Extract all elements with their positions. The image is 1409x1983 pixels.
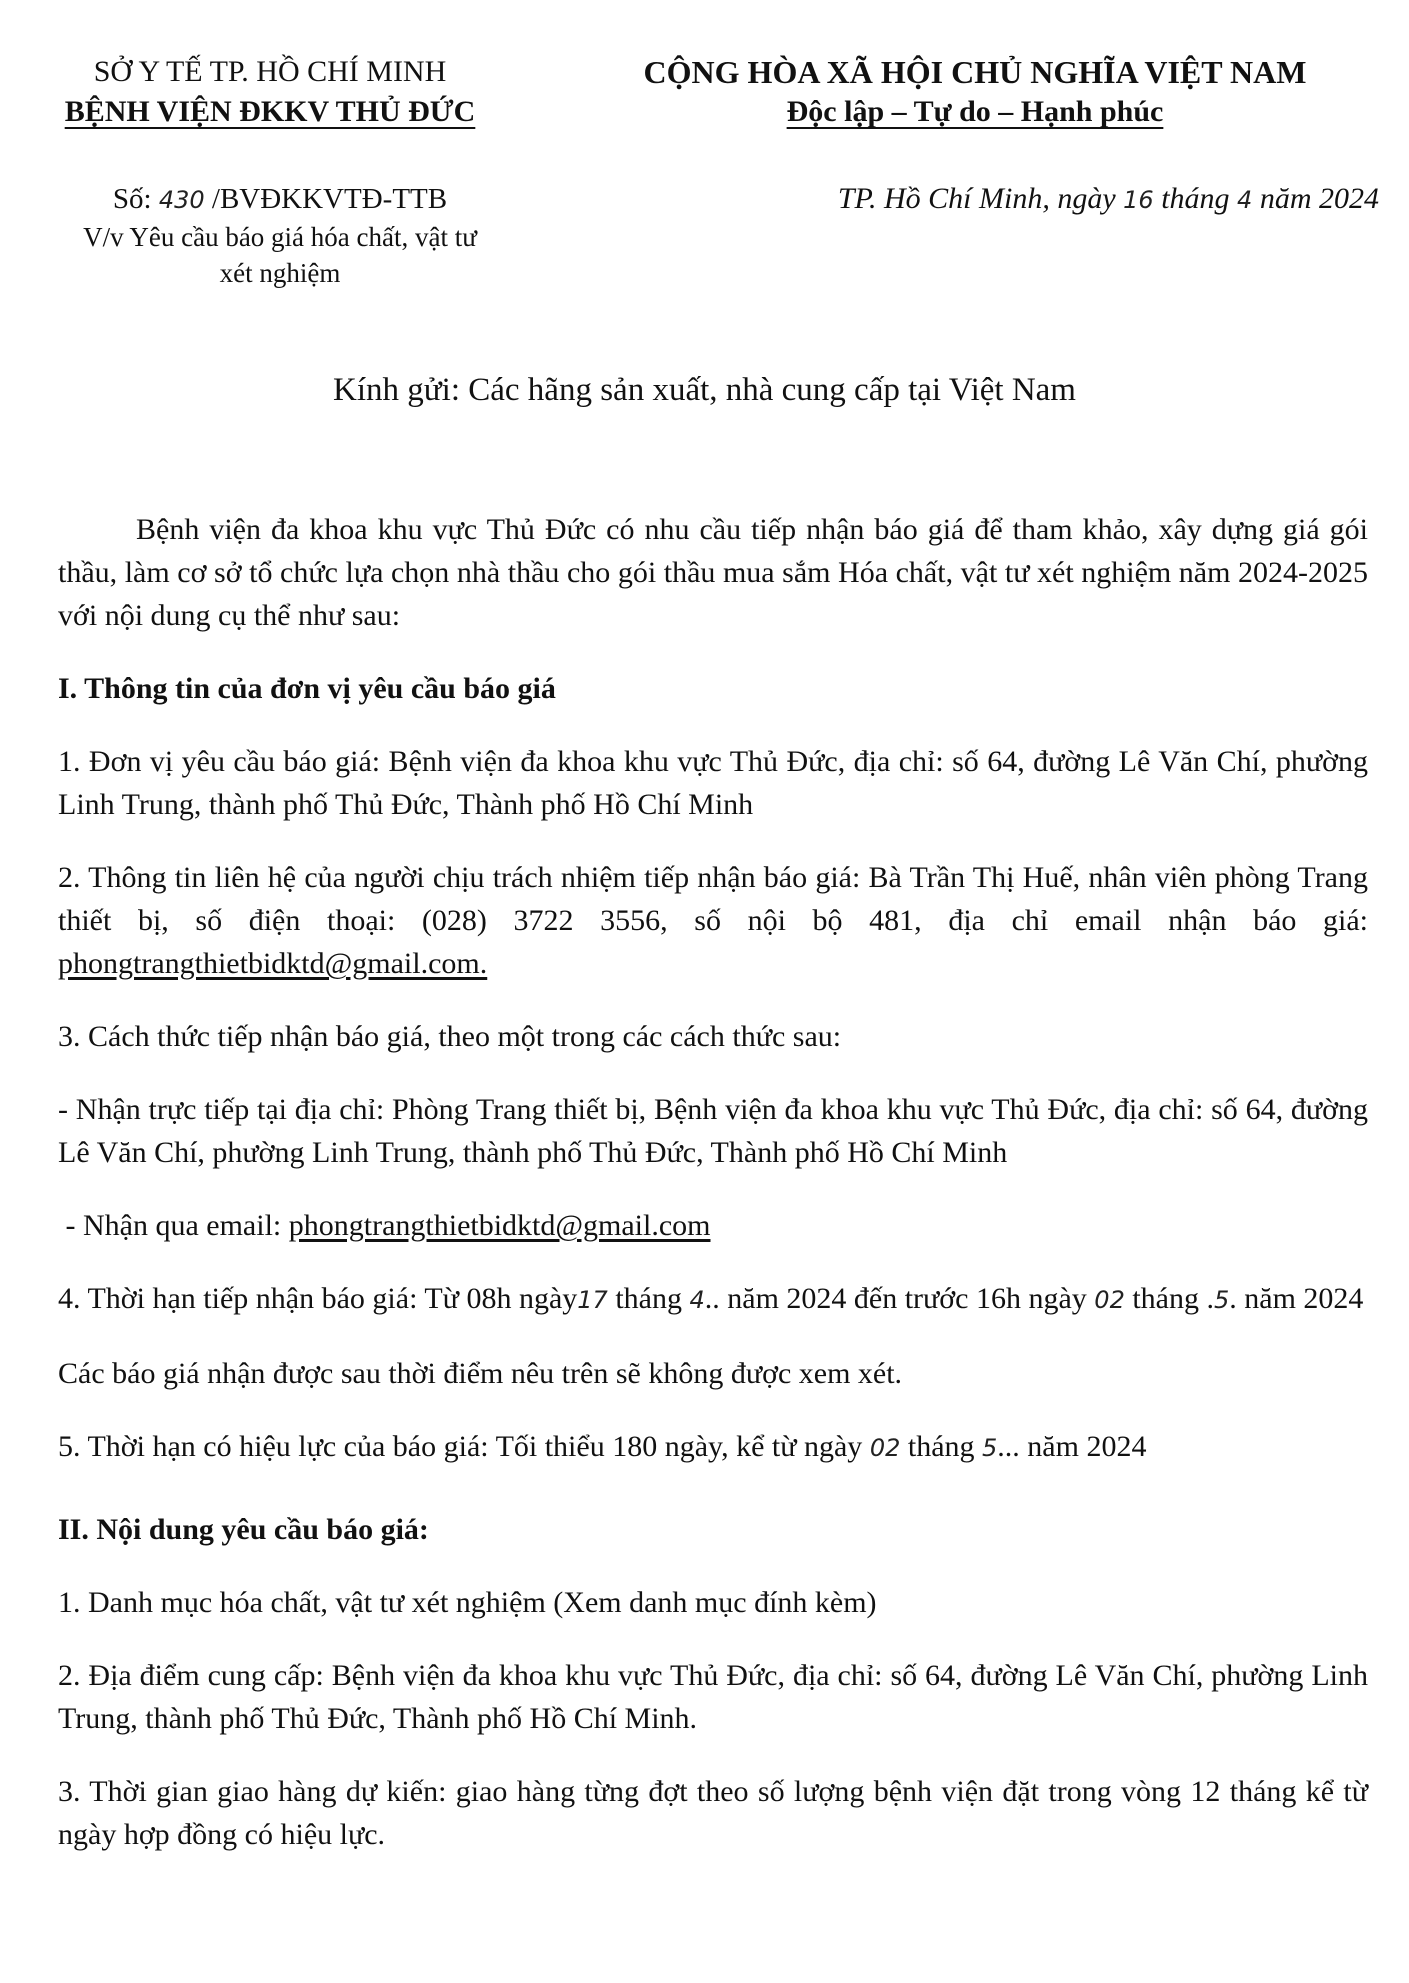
handwritten-start-month: 4 bbox=[689, 1286, 705, 1314]
handwritten-valid-month: 5 bbox=[982, 1434, 998, 1462]
subject-line-1: V/v Yêu cầu báo giá hóa chất, vật tư bbox=[83, 222, 477, 252]
agency-parent: SỞ Y TẾ TP. HỒ CHÍ MINH bbox=[93, 55, 447, 88]
issue-date: TP. Hồ Chí Minh, ngày 16 tháng 4 năm 2024 bbox=[837, 182, 1379, 215]
section-1-item-5: 5. Thời hạn có hiệu lực của báo giá: Tối thiểu 180 ngày, kể từ ngày 02 tháng 5... năm 2024 bbox=[58, 1430, 1147, 1463]
letter-body bbox=[58, 508, 1368, 1856]
section-2-item-1: 1. Danh mục hóa chất, vật tư xét nghiệm (Xem danh mục đính kèm) bbox=[58, 1586, 877, 1619]
section-2-item-3: 3. Thời gian giao hàng dự kiến: giao hàng từng đợt theo số lượng bệnh viện đặt trong vòng 12 tháng kể từ ngày hợp đồng có hiệu lực. bbox=[58, 1775, 1368, 1851]
handwritten-valid-day: 02 bbox=[869, 1434, 901, 1462]
document-number-block bbox=[30, 180, 530, 291]
agency-name: BỆNH VIỆN ĐKKV THỦ ĐỨC bbox=[64, 95, 476, 128]
issuing-agency bbox=[10, 52, 530, 132]
handwritten-start-day: 17 bbox=[577, 1286, 608, 1314]
section-1-title: I. Thông tin của đơn vị yêu cầu báo giá bbox=[58, 672, 556, 705]
section-1-item-4: 4. Thời hạn tiếp nhận báo giá: Từ 08h ngày17 tháng 4.. năm 2024 đến trước 16h ngày 02 tháng .5. năm 2024 bbox=[58, 1282, 1364, 1315]
handwritten-end-day: 02 bbox=[1094, 1286, 1125, 1314]
section-1-item-3: 3. Cách thức tiếp nhận báo giá, theo một trong các cách thức sau: bbox=[58, 1020, 842, 1053]
receive-email: - Nhận qua email: phongtrangthietbidktd@gmail.com bbox=[65, 1209, 711, 1242]
subject-line-2: xét nghiệm bbox=[219, 258, 341, 288]
document-number: Số: 430 /BVĐKKVTĐ-TTB bbox=[112, 183, 448, 215]
handwritten-end-month: 5 bbox=[1214, 1286, 1230, 1314]
handwritten-month: 4 bbox=[1237, 186, 1253, 214]
recipient-line: Kính gửi: Các hãng sản xuất, nhà cung cấp tại Việt Nam bbox=[333, 372, 1076, 408]
section-2-item-2: 2. Địa điểm cung cấp: Bệnh viện đa khoa khu vực Thủ Đức, địa chỉ: số 64, đường Lê Văn Chí, phường Linh Trung, thành phố Thủ Đức, Thành phố Hồ Chí Minh. bbox=[58, 1659, 1368, 1735]
country-name: CỘNG HÒA XÃ HỘI CHỦ NGHĨA VIỆT NAM bbox=[643, 54, 1307, 90]
contact-email-link[interactable]: phongtrangthietbidktd@gmail.com. bbox=[58, 947, 488, 980]
section-1-item-1: 1. Đơn vị yêu cầu báo giá: Bệnh viện đa khoa khu vực Thủ Đức, địa chỉ: số 64, đường Lê Văn Chí, phường Linh Trung, thành phố Thủ Đức, Thành phố Hồ Chí Minh bbox=[58, 745, 1368, 821]
handwritten-number: 430 bbox=[158, 186, 205, 214]
receive-direct: - Nhận trực tiếp tại địa chỉ: Phòng Trang thiết bị, Bệnh viện đa khoa khu vực Thủ Đức, địa chỉ: số 64, đường Lê Văn Chí, phường Linh Trung, thành phố Thủ Đức, Thành phố Hồ Chí Minh bbox=[58, 1093, 1368, 1169]
intro-paragraph: Bệnh viện đa khoa khu vực Thủ Đức có nhu cầu tiếp nhận báo giá để tham khảo, xây dựng giá gói thầu, làm cơ sở tổ chức lựa chọn nhà thầu cho gói thầu mua sắm Hóa chất, vật tư xét nghiệm năm 2024-2025 với nội dung cụ thể như sau: bbox=[58, 513, 1368, 632]
national-motto bbox=[560, 52, 1390, 132]
motto: Độc lập – Tự do – Hạnh phúc bbox=[786, 95, 1164, 128]
section-2-title: II. Nội dung yêu cầu báo giá: bbox=[58, 1513, 429, 1546]
handwritten-day: 16 bbox=[1123, 186, 1154, 214]
receive-email-link[interactable]: phongtrangthietbidktd@gmail.com bbox=[288, 1209, 711, 1242]
late-submission-note: Các báo giá nhận được sau thời điểm nêu trên sẽ không được xem xét. bbox=[58, 1357, 903, 1390]
section-1-item-2: 2. Thông tin liên hệ của người chịu trách nhiệm tiếp nhận báo giá: Bà Trần Thị Huế, nhân viên phòng Trang thiết bị, số điện thoại: (028) 3722 3556, số nội bộ 481, địa chỉ email nhận báo giá: phongtrangthietbidktd@gmail.com. bbox=[58, 861, 1368, 980]
